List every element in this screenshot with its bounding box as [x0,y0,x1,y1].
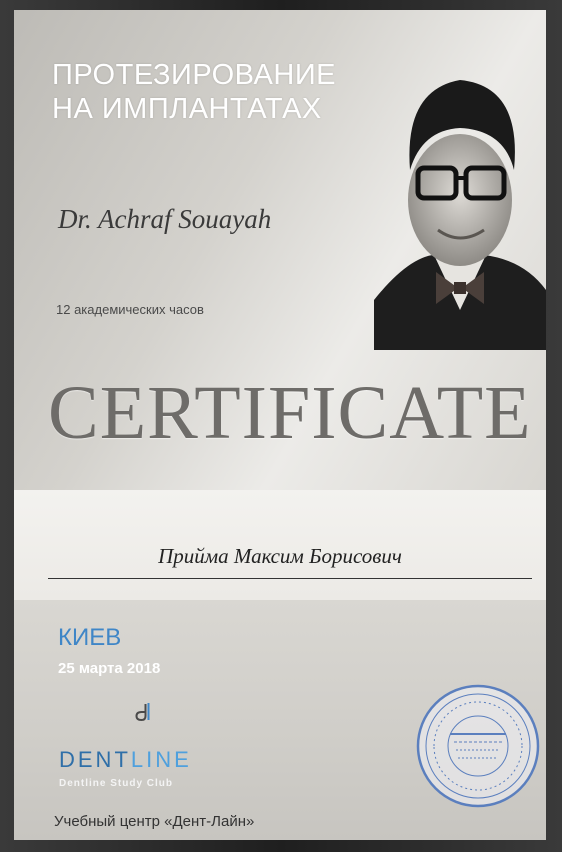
official-stamp [414,682,542,810]
training-center: Учебный центр «Дент-Лайн» [54,813,255,830]
event-date: 25 марта 2018 [58,660,161,677]
certificate-heading: CERTIFICATE [48,371,532,455]
signature-line [48,578,532,579]
certificate-sheet [14,10,546,840]
study-club-label: Dentline Study Club [59,778,173,789]
academic-hours: 12 академических часов [56,302,204,317]
recipient-name: Прийма Максим Борисович [158,544,402,568]
brand-part-line: LINE [130,747,192,772]
dentline-logo-icon [64,700,234,745]
city-label: КИЕВ [58,624,122,651]
course-title-line-1: ПРОТЕЗИРОВАНИЕ [52,59,337,91]
dentline-brand [59,747,192,773]
lecturer-name: Dr. Achraf Souayah [58,204,272,234]
course-title [52,58,336,126]
lecturer-portrait [374,50,546,350]
course-title-line-2: НА ИМПЛАНТАТАХ [52,93,322,125]
brand-part-dent: DENT [59,747,131,772]
